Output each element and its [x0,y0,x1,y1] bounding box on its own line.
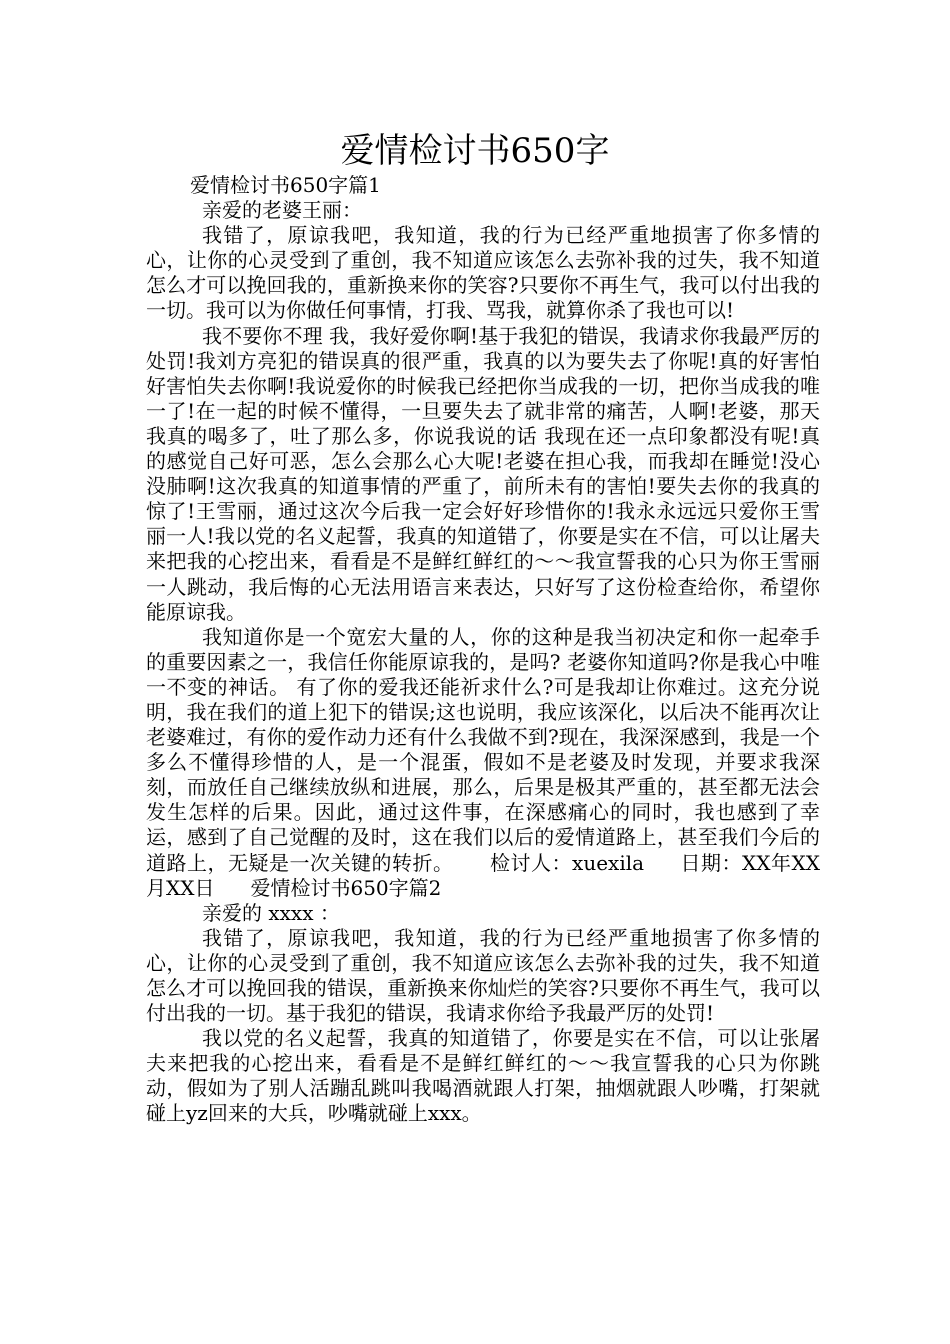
section-1-paragraph-2: 我不要你不理 我，我好爱你啊!基于我犯的错误，我请求你我最严厉的处罚!我刘方亮犯的错误真的很严重，我真的以为要失去了你呢!真的好害怕好害怕失去你啊!我说爱你的时候我已经把你当成我的一切，把你当成我的唯一了!在一起的时候不懂得，一旦要失去了就非常的痛苦，人啊!老婆，那天我真的喝多了，吐了那么多，你说我说的话 我现在还一点印象都没有呢!真的感觉自己好可恶，怎么会那么心大呢!老婆在担心我，而我却在睡觉!没心没肺啊!这次我真的知道事情的严重了，前所未有的害怕!要失去你的我真的惊了!王雪丽，通过这次今后我一定会好好珍惜你的!我永永远远只爱你王雪丽一人!我以党的名义起誓，我真的知道错了，你要是实在不信，可以让屠夫来把我的心挖出来，看看是不是鲜红鲜红的～～我宣誓我的心只为你王雪丽一人跳动，我后悔的心无法用语言来表达，只好写了这份检查给你，希望你能原谅我。 [146,323,820,624]
document-body [146,173,820,1127]
section-1-paragraph-3 [146,625,820,901]
section-1-heading: 爱情检讨书650字篇1 [190,173,381,197]
section-1-paragraph-1: 我错了，原谅我吧，我知道，我的行为已经严重地损害了你多情的心，让你的心灵受到了重创，我不知道应该怎么去弥补我的过失，我不知道怎么才可以挽回我的，重新换来你的笑容?只要你不再生气，我可以付出我的一切。我可以为你做任何事情，打我、骂我，就算你杀了我也可以! [146,223,820,323]
section-2-paragraph-1: 我错了，原谅我吧，我知道，我的行为已经严重地损害了你多情的心，让你的心灵受到了重创，我不知道应该怎么去弥补我的过失，我不知道怎么才可以挽回我的错误，重新换来你灿烂的笑容?只要你不再生气，我可以付出我的一切。基于我犯的错误，我请求你给予我最严厉的处罚! [146,925,820,1026]
section-1-paragraph-3-text: 我知道你是一个宽宏大量的人，你的这种是我当初决定和你一起牵手的重要因素之一，我信任你能原谅我的，是吗? 老婆你知道吗?你是我心中唯一不变的神话。 有了你的爱我还能祈求什么?可是我却让你难过。这充分说明，我在我们的道上犯下的错误;这也说明，我应该深化，以后决不能再次让老婆难过，有你的爱作动力还有什么我做不到?现在，我深深感到，我是一个多么不懂得珍惜的人，是一个混蛋，假如不是老婆及时发现，并要求我深刻，而放任自己继续放纵和进展，那么，后果是极其严重的，甚至都无法会发生怎样的后果。因此，通过这件事，在深感痛心的同时，我也感到了幸运，感到了自己觉醒的及时，这在我们以后的爱情道路上，甚至我们今后的道路上，无疑是一次关键的转折。 [146,624,820,875]
document-title: 爱情检讨书650字 [340,131,610,171]
signature: 检讨人：xuexila [489,850,645,875]
section-2-paragraph-2: 我以党的名义起誓，我真的知道错了，你要是实在不信，可以让张屠夫来把我的心挖出来，看看是不是鲜红鲜红的～～我宣誓我的心只为你跳动，假如为了别人活蹦乱跳叫我喝酒就跟人打架，抽烟就跟人吵嘴，打架就碰上yz回来的大兵，吵嘴就碰上xxx。 [146,1026,820,1126]
section-2-salutation: 亲爱的 xxxx ： [202,900,340,925]
date-line: 日期：XX年XX月XX日 [146,850,821,900]
section-2-heading: 爱情检讨书650字篇2 [250,875,442,900]
section-1-salutation: 亲爱的老婆王丽： [202,198,362,223]
